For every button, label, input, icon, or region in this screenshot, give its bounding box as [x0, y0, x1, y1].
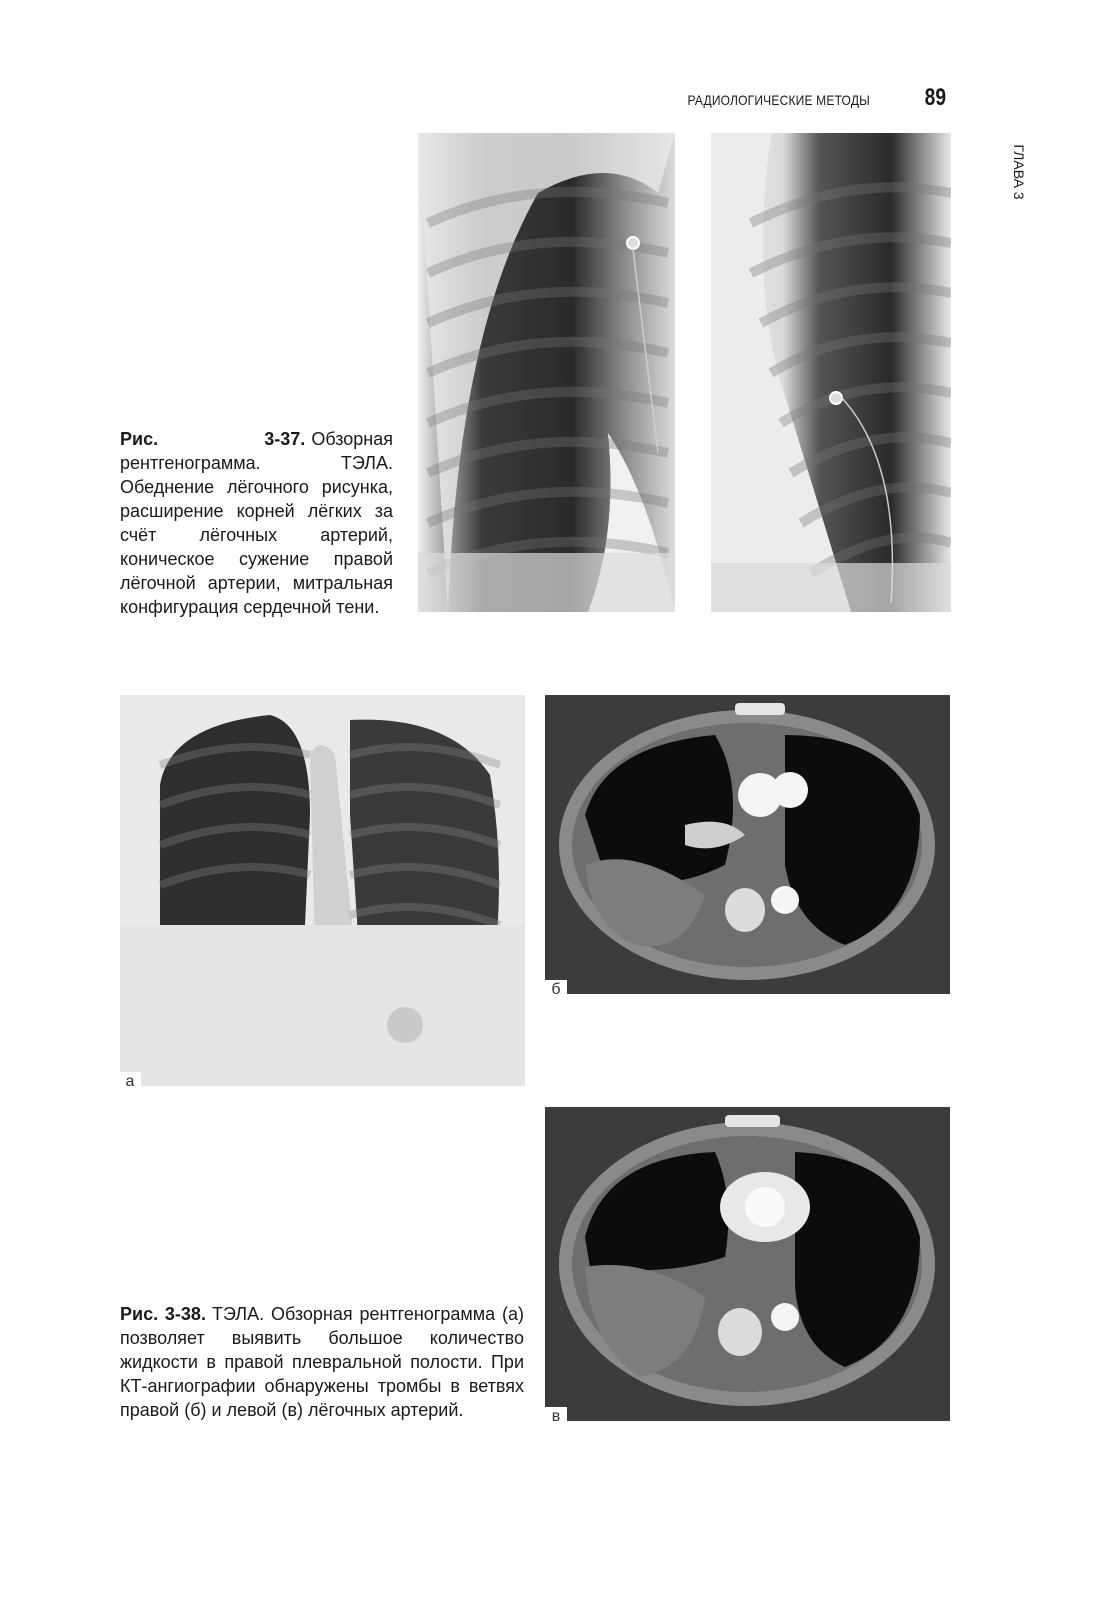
running-title: РАДИОЛОГИЧЕСКИЕ МЕТОДЫ: [687, 92, 870, 108]
panel-letter-b: б: [545, 980, 567, 1000]
figure-3-37-label: Рис. 3-37.: [120, 429, 306, 449]
xray-image-right: [711, 133, 951, 612]
chapter-tab: ГЛАВА 3: [1011, 144, 1027, 200]
xray-image-left: [418, 133, 675, 612]
figure-3-38-text: ТЭЛА. Обзорная рентгенограмма (а) позволяет выявить большое количество жидкости в правой плевральной полости. При КТ-ангиографии обнаружены тромбы в ветвях правой (б) и левой (в) лёгочных артерий.: [120, 1304, 524, 1420]
panel-letter-a: а: [119, 1072, 141, 1092]
ct-image-v: [545, 1107, 950, 1421]
page-number: 89: [924, 84, 946, 111]
panel-letter-v: в: [545, 1407, 567, 1427]
figure-3-37-caption: [120, 427, 393, 619]
ct-image-b: [545, 695, 950, 994]
xray-frontal-image: [120, 695, 525, 1086]
figure-3-38-caption: [120, 1302, 524, 1422]
figure-3-37-text: Обзорная рентгенограмма. ТЭЛА. Обеднение лёгочного рисунка, расширение корней лёгких за счёт лёгочных артерий, коническое сужение правой лёгочной артерии, митральная конфигурация сердечной тени.: [120, 429, 393, 617]
figure-3-38-label: Рис. 3-38.: [120, 1304, 206, 1324]
